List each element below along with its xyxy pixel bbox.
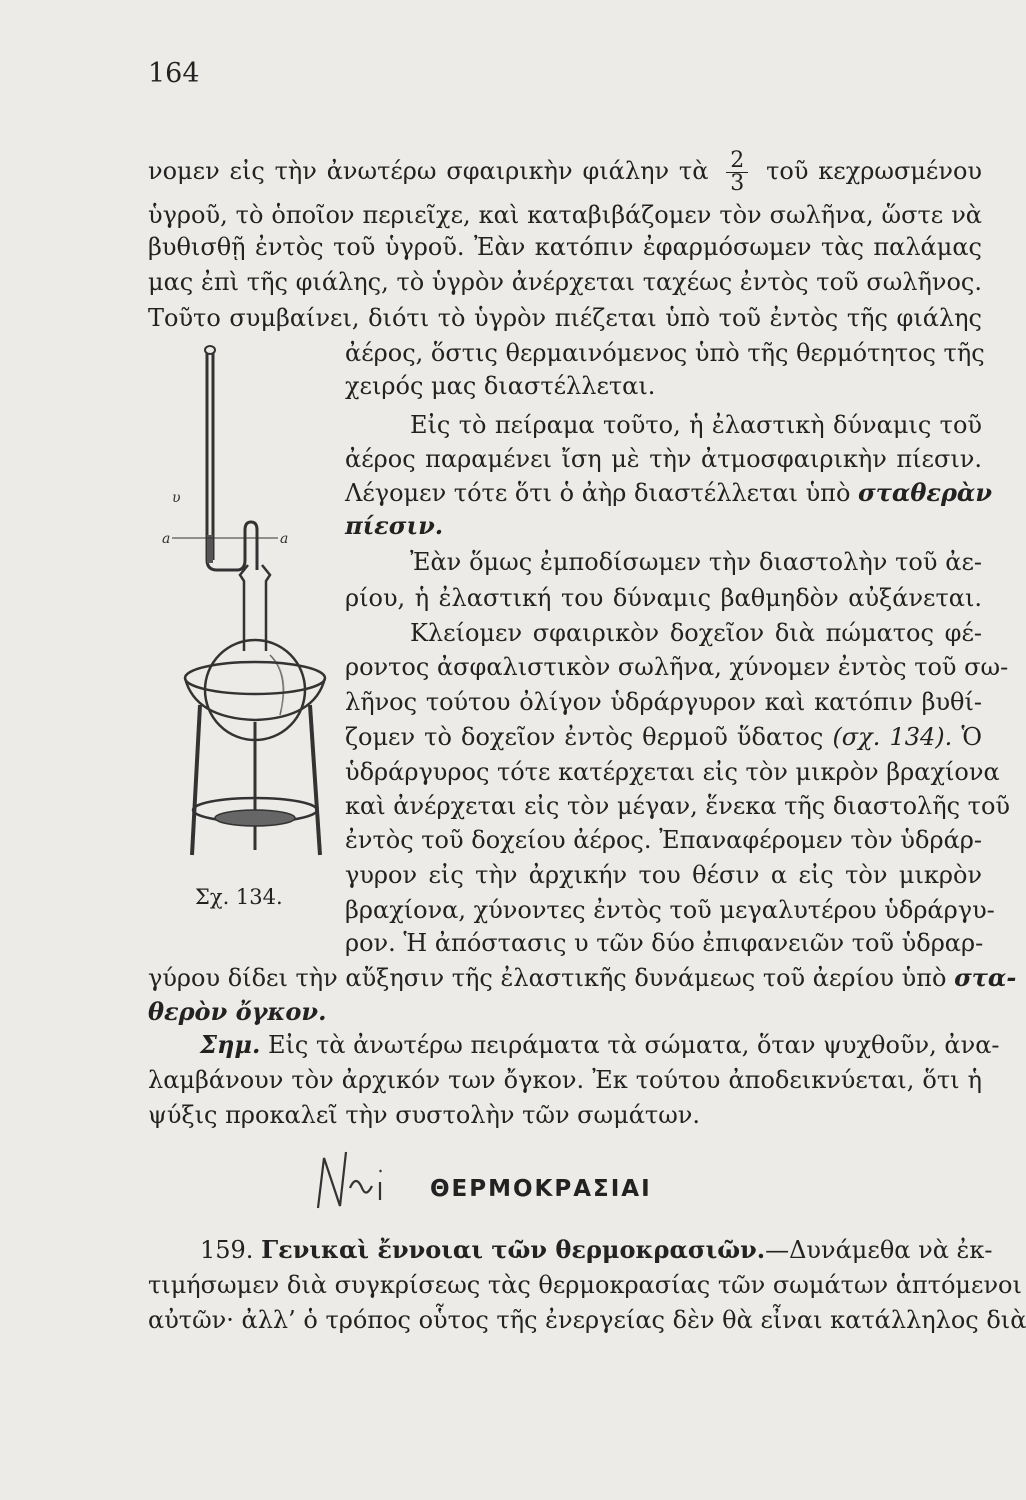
text-line-11: πίεσιν. bbox=[345, 511, 444, 540]
text-line-2: ὑγροῦ, τὸ ὁποῖον περιεῖχε, καὶ καταβιβάζομεν τὸν σωλῆνα, ὥστε νὰ bbox=[148, 201, 982, 229]
text-line-19: καὶ ἀνέρχεται εἰς τὸν μέγαν, ἕνεκα τῆς διαστολῆς τοῦ bbox=[345, 792, 1010, 820]
text-line-26 bbox=[200, 1030, 1000, 1060]
section-number: 159. bbox=[200, 1236, 254, 1264]
text-span: Ὁ bbox=[961, 723, 982, 751]
label-v: υ bbox=[172, 490, 181, 506]
text-line-31: αὐτῶν· ἀλλ’ ὁ τρόπος οὗτος τῆς ἐνεργείας δὲν θὰ εἶναι κατάλληλος διὰ bbox=[148, 1306, 1026, 1334]
emphasis-text: στα- bbox=[954, 963, 1017, 992]
label-a-left: a bbox=[162, 531, 171, 547]
text-line-20: ἐντὸς τοῦ δοχείου ἀέρος. Ἐπαναφέρομεν τὸν ὑδράρ- bbox=[345, 826, 982, 854]
text-line-21: γυρον εἰς τὴν ἀρχικήν του θέσιν α εἰς τὸν μικρὸν bbox=[345, 861, 982, 889]
text-line-23: ρον. Ἡ ἀπόστασις υ τῶν δύο ἐπιφανειῶν τοῦ ὑδραρ- bbox=[345, 929, 984, 957]
fraction-denominator: 3 bbox=[730, 171, 745, 196]
text-line-30: τιμήσωμεν διὰ συγκρίσεως τὰς θερμοκρασίας τῶν σωμάτων ἁπτόμενοι bbox=[148, 1271, 1022, 1299]
section-title: Γενικαὶ ἔννοιαι τῶν θερμοκρασιῶν. bbox=[261, 1235, 766, 1264]
text-line-7: χειρός μας διαστέλλεται. bbox=[345, 372, 656, 400]
page-number: 164 bbox=[148, 58, 200, 89]
text-span: —Δυνάμεθα νὰ ἐκ- bbox=[765, 1236, 993, 1264]
text-line-12: Ἐὰν ὅμως ἐμποδίσωμεν τὴν διαστολὴν τοῦ ἀε- bbox=[410, 548, 982, 576]
text-line-6: ἀέρος, ὅστις θερμαινόμενος ὑπὸ τῆς θερμότητος τῆς bbox=[345, 339, 985, 367]
text-line-15: ροντος ἀσφαλιστικὸν σωλῆνα, χύνομεν ἐντὸς τοῦ σω- bbox=[345, 653, 1009, 681]
text-span: γύρου δίδει τὴν αὔξησιν τῆς ἐλαστικῆς δυνάμεως τοῦ ἀερίου ὑπὸ bbox=[148, 964, 947, 992]
text-line-17 bbox=[345, 722, 982, 752]
text-line-29 bbox=[200, 1235, 993, 1265]
text-line-9: ἀέρος παραμένει ἴση μὲ τὴν ἀτμοσφαιρικὴν πίεσιν. bbox=[345, 445, 982, 473]
text-line-10 bbox=[345, 478, 993, 508]
text-line-14: Κλείομεν σφαιρικὸν δοχεῖον διὰ πώματος φέ- bbox=[410, 619, 982, 647]
text-line-18: ὑδράργυρος τότε κατέρχεται εἰς τὸν μικρὸν βραχίονα bbox=[345, 758, 1000, 786]
text-line-8: Εἰς τὸ πείραμα τοῦτο, ἡ ἐλαστικὴ δύναμις τοῦ bbox=[410, 411, 982, 439]
text-line-5: Τοῦτο συμβαίνει, διότι τὸ ὑγρὸν πιέζεται ὑπὸ τοῦ ἐντὸς τῆς φιάλης bbox=[148, 304, 982, 332]
text-line-25: θερὸν ὄγκον. bbox=[148, 997, 327, 1026]
label-a-right: a bbox=[280, 531, 289, 547]
text-line-1 bbox=[148, 150, 982, 195]
text-span: νομεν εἰς τὴν ἀνωτέρω σφαιρικὴν φιάλην τὰ bbox=[148, 157, 709, 185]
note-label: Σημ. bbox=[200, 1030, 261, 1059]
text-span: ζομεν τὸ δοχεῖον ἐντὸς θερμοῦ ὕδατος bbox=[345, 723, 824, 751]
text-line-24 bbox=[148, 963, 1017, 993]
text-line-4: μας ἐπὶ τῆς φιάλης, τὸ ὑγρὸν ἀνέρχεται ταχέως ἐντὸς τοῦ σωλῆνος. bbox=[148, 268, 982, 296]
text-span: τοῦ κεχρωσμένου bbox=[766, 157, 982, 185]
text-line-28: ψύξις προκαλεῖ τὴν συστολὴν τῶν σωμάτων. bbox=[148, 1101, 700, 1129]
fraction bbox=[726, 150, 748, 195]
handwritten-note bbox=[300, 1138, 420, 1218]
text-line-13: ρίου, ἡ ἐλαστική του δύναμις βαθμηδὸν αὐξάνεται. bbox=[345, 584, 982, 612]
figure-caption: Σχ. 134. bbox=[195, 885, 283, 909]
text-line-16: λῆνος τούτου ὀλίγον ὑδράργυρον καὶ κατόπιν βυθί- bbox=[345, 688, 982, 716]
text-span: Εἰς τὰ ἀνωτέρω πειράματα τὰ σώματα, ὅταν ψυχθοῦν, ἀνα- bbox=[267, 1031, 1000, 1059]
section-heading: ΘΕΡΜΟΚΡΑΣΙΑΙ bbox=[430, 1176, 652, 1202]
text-span: Λέγομεν τότε ὅτι ὁ ἀὴρ διαστέλλεται ὑπὸ bbox=[345, 479, 851, 507]
text-line-27: λαμβάνουν τὸν ἀρχικόν των ὄγκον. Ἐκ τούτου ἀποδεικνύεται, ὅτι ἡ bbox=[148, 1066, 982, 1094]
text-line-22: βραχίονα, χύνοντες ἐντὸς τοῦ μεγαλυτέρου ὑδράργυ- bbox=[345, 896, 995, 924]
emphasis-text: σταθερὰν bbox=[858, 478, 993, 507]
fraction-numerator: 2 bbox=[726, 150, 748, 173]
figure-134-apparatus bbox=[162, 330, 330, 870]
figure-reference: (σχ. 134). bbox=[832, 723, 953, 751]
text-line-3: βυθισθῇ ἐντὸς τοῦ ὑγροῦ. Ἐὰν κατόπιν ἐφαρμόσωμεν τὰς παλάμας bbox=[148, 233, 982, 261]
